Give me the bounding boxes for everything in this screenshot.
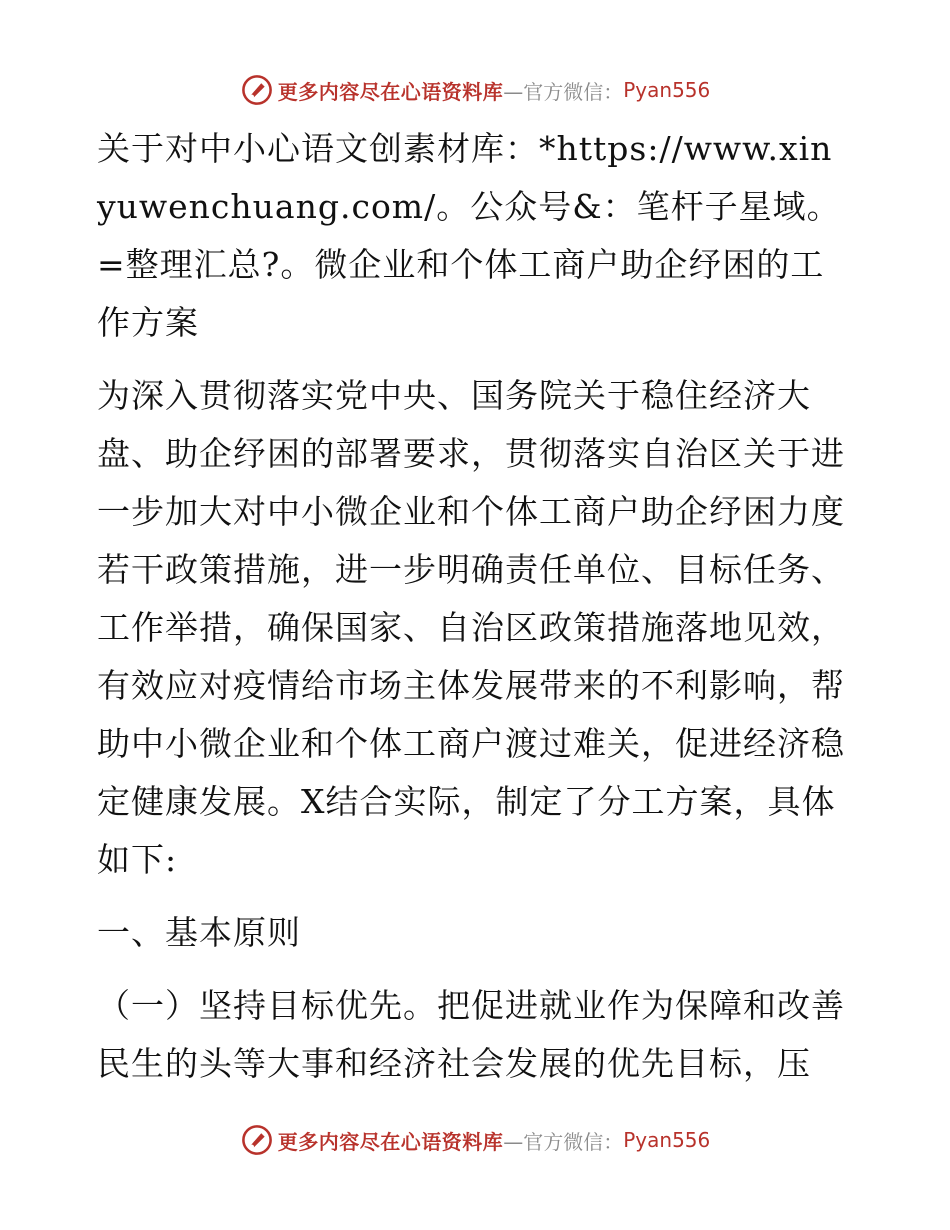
banner-text: 更多内容尽在心语资料库 (277, 1129, 504, 1154)
document-body (97, 120, 852, 1108)
banner-separator: —官方微信： (503, 1129, 624, 1154)
footer-watermark-banner (0, 1120, 950, 1160)
banner-text: 更多内容尽在心语资料库 (277, 79, 504, 104)
banner-separator: —官方微信： (503, 79, 624, 104)
pen-nib-logo-icon (240, 1123, 274, 1157)
header-watermark-banner (0, 70, 950, 110)
document-title: 关于对中小心语文创素材库：*https://www.xinyuwenchuang.com/。公众号&：笔杆子星域。=整理汇总?。微企业和个体工商户助企纾困的工作方案 (97, 129, 841, 342)
banner-wechat-id: Pyan556 (623, 1128, 711, 1152)
section-heading: 一、基本原则 (97, 913, 301, 952)
item-paragraph: （一）坚持目标优先。把促进就业作为保障和改善民生的头等大事和经济社会发展的优先目标，压 (97, 986, 845, 1083)
intro-paragraph: 为深入贯彻落实党中央、国务院关于稳住经济大盘、助企纾困的部署要求，贯彻落实自治区关于进一步加大对中小微企业和个体工商户助企纾困力度若干政策措施，进一步明确责任单位、目标任务、工作举措，确保国家、自治区政策措施落地见效，有效应对疫情给市场主体发展带来的不利影响，帮助中小微企业和个体工商户渡过难关，促进经济稳定健康发展。X结合实际，制定了分工方案，具体如下: (97, 376, 845, 879)
pen-nib-logo-icon (240, 73, 274, 107)
banner-wechat-id: Pyan556 (623, 78, 711, 102)
